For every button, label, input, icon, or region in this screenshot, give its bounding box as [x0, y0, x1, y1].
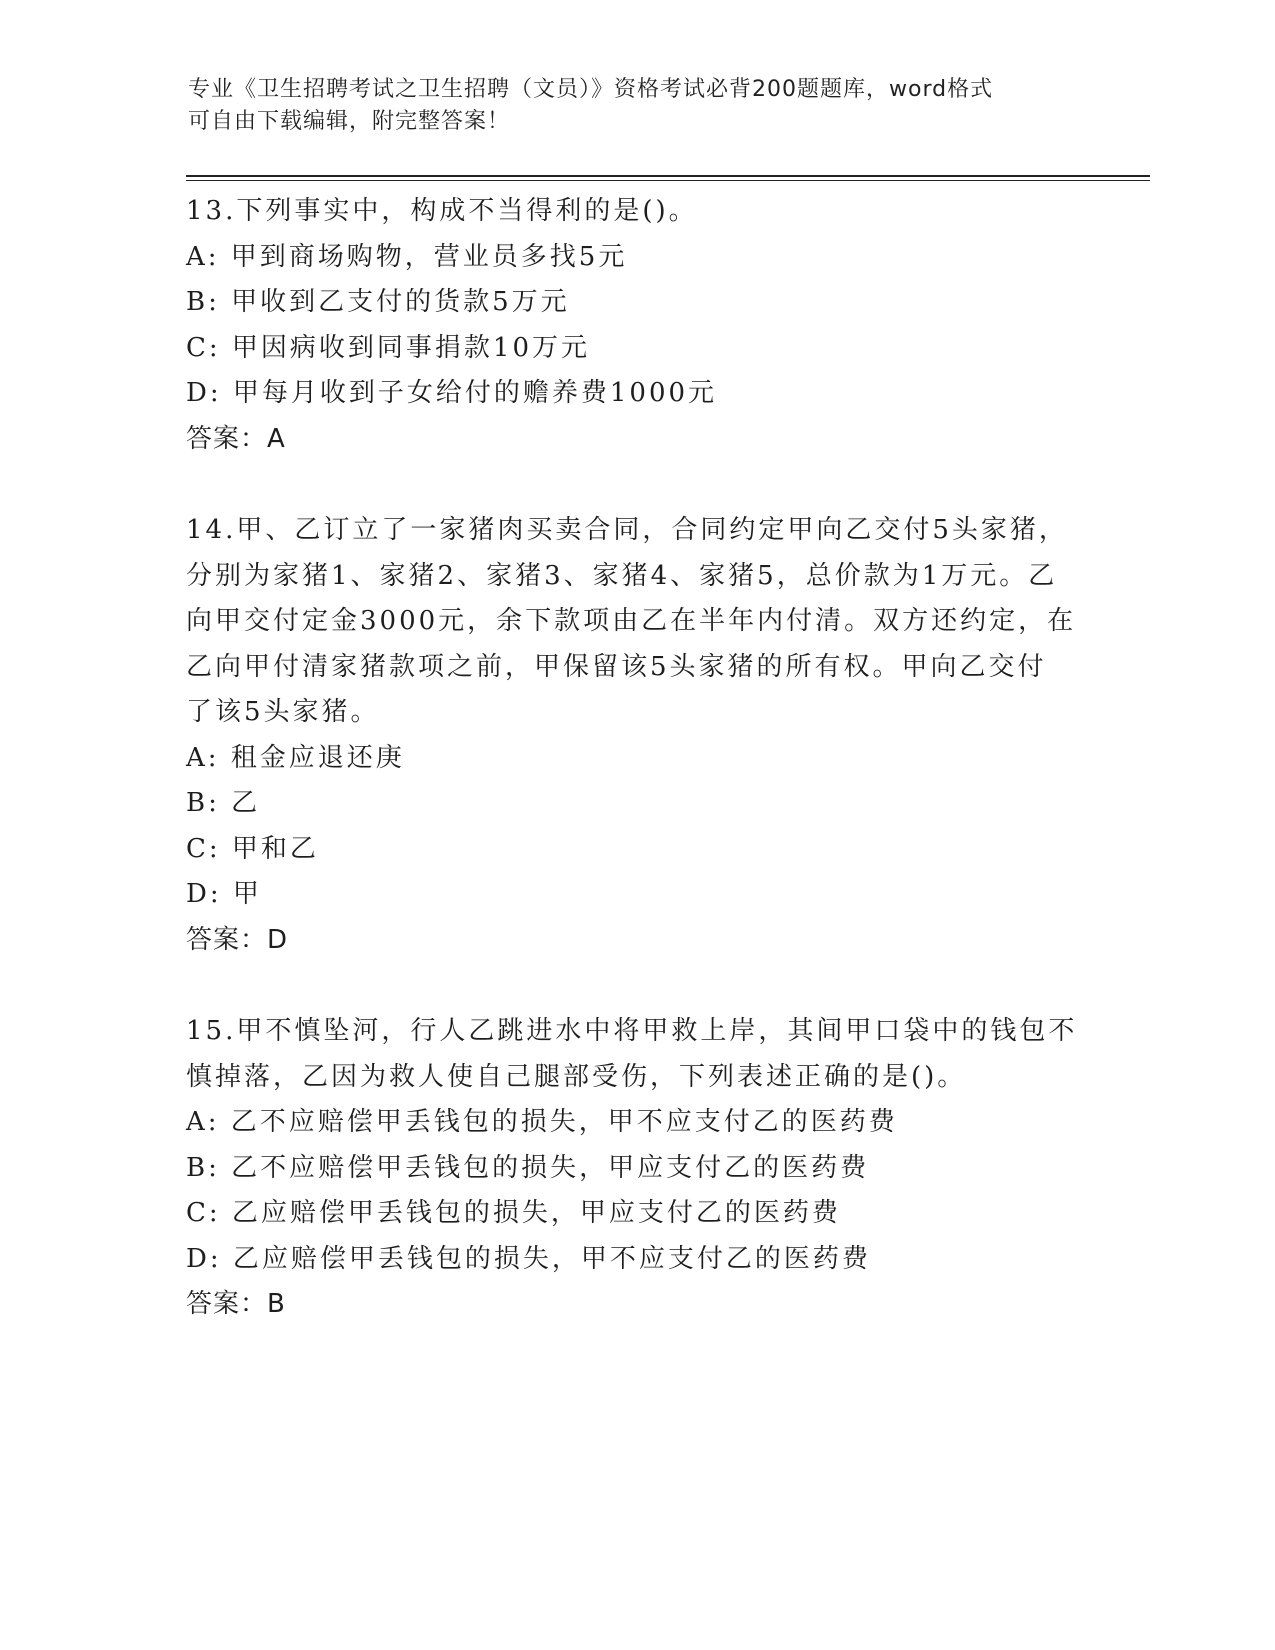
header-line: 可自由下载编辑，附完整答案！: [188, 109, 511, 134]
header-divider: [186, 175, 1150, 177]
option-b: B: 乙不应赔偿甲丢钱包的损失，甲应支付乙的医药费: [186, 1152, 870, 1183]
question-list: [186, 189, 1086, 1374]
question-15: [186, 1009, 1086, 1328]
question-text: 13.下列事实中，构成不当得利的是()。: [186, 196, 698, 226]
question-text: 15.甲不慎坠河，行人乙跳进水中将甲救上岸，其间甲口袋中的钱包不: [186, 1016, 1078, 1046]
question-text: 分别为家猪1、家猪2、家猪3、家猪4、家猪5，总价款为1万元。乙: [186, 560, 1058, 591]
answer: 答案：D: [186, 924, 289, 955]
option-b: B: 乙: [186, 788, 261, 818]
question-text: 了该5头家猪。: [186, 697, 380, 727]
option-d: D: 甲每月收到子女给付的赡养费1000元: [186, 378, 718, 408]
question-13: [186, 189, 1086, 462]
option-a: A: 租金应退还庚: [186, 742, 405, 773]
document-header: [188, 74, 1068, 138]
question-text: 慎掉落，乙因为救人使自己腿部受伤，下列表述正确的是()。: [186, 1061, 967, 1092]
option-b: B: 甲收到乙支付的货款5万元: [186, 287, 570, 317]
option-c: C: 甲因病收到同事捐款10万元: [186, 332, 591, 363]
question-text: 乙向甲付清家猪款项之前，甲保留该5头家猪的所有权。甲向乙交付: [186, 651, 1047, 682]
option-a: A: 甲到商场购物，营业员多找5元: [186, 241, 628, 272]
option-c: C: 乙应赔偿甲丢钱包的损失，甲应支付乙的医药费: [186, 1198, 841, 1228]
header-divider-thin: [186, 180, 1150, 181]
question-text: 向甲交付定金3000元，余下款项由乙在半年内付清。双方还约定，在: [186, 606, 1077, 636]
option-c: C: 甲和乙: [186, 833, 319, 864]
option-d: D: 甲: [186, 879, 262, 909]
answer: 答案：B: [186, 1289, 286, 1319]
option-d: D: 乙应赔偿甲丢钱包的损失，甲不应支付乙的医药费: [186, 1243, 871, 1274]
question-text: 14.甲、乙订立了一家猪肉买卖合同，合同约定甲向乙交付5头家猪，: [186, 515, 1068, 545]
option-a: A: 乙不应赔偿甲丢钱包的损失，甲不应支付乙的医药费: [186, 1107, 898, 1137]
answer: 答案：A: [186, 423, 286, 454]
header-line: 专业《卫生招聘考试之卫生招聘（文员）》资格考试必背200题题库，word格式: [188, 77, 994, 102]
question-14: [186, 508, 1086, 963]
